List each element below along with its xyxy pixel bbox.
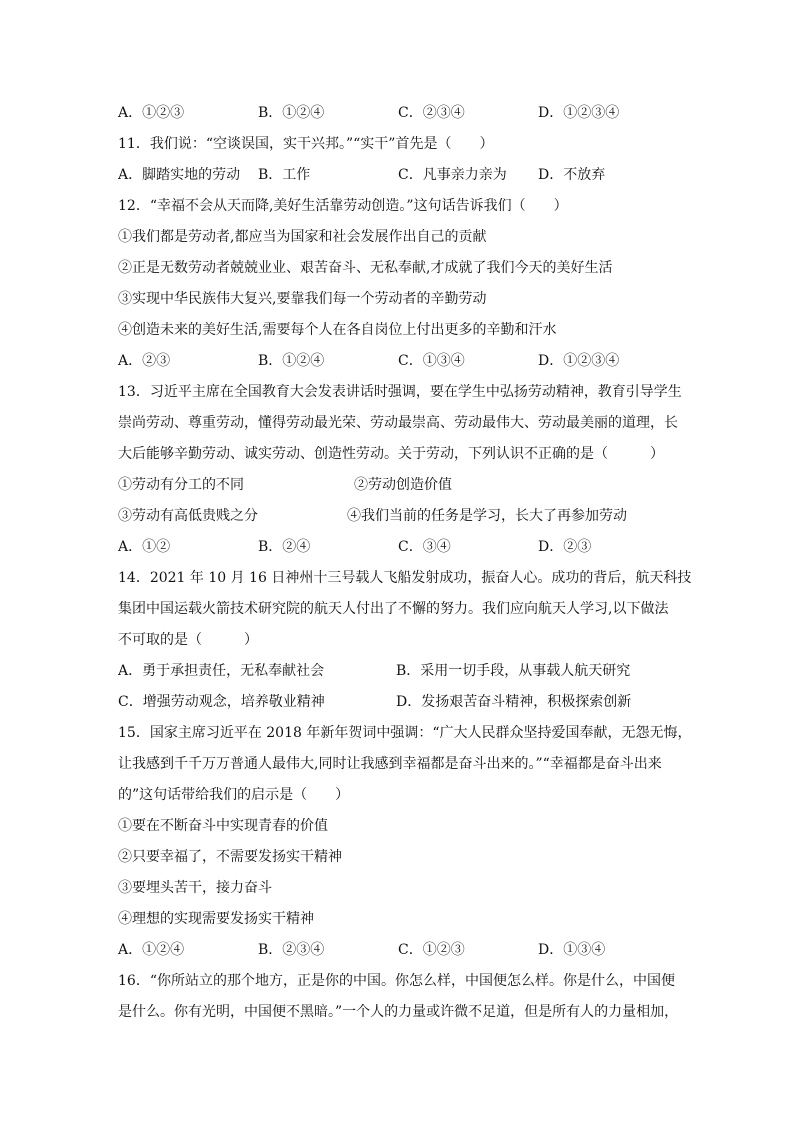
q11-options: [118, 160, 688, 191]
q15-stem-line-2: 让我感到千千万万普通人最伟大,同时让我感到幸福都是奋斗出来的。”“幸福都是奋斗出来: [118, 756, 662, 772]
q15-item-4: ④理想的实现需要发扬实干精神: [118, 911, 314, 927]
q12-stem: 12．“幸福不会从天而降,美好生活靠劳动创造。”这句话告诉我们（ ）: [118, 198, 568, 214]
q15-stem-line-3: 的”这句话带给我们的启示是（ ）: [118, 787, 350, 803]
q14-stem-line-2: 集团中国运载火箭技术研究院的航天人付出了不懈的努力。我们应向航天人学习,以下做法: [118, 601, 669, 617]
q10-option-a[interactable]: A．①②③: [118, 105, 185, 121]
q12-options: [118, 346, 688, 377]
q11-option-a[interactable]: A．脚踏实地的劳动: [118, 167, 241, 183]
q14-option-b[interactable]: B．采用一切手段，从事载人航天研究: [396, 663, 631, 679]
q13-stem-line-1: 13．习近平主席在全国教育大会发表讲话时强调，要在学生中弘扬劳动精神，教育引导学生: [118, 384, 682, 400]
q13-items-row-2: [118, 501, 688, 532]
q10-option-d[interactable]: D．①②③④: [538, 105, 620, 121]
q13-stem-line-2: 崇尚劳动、尊重劳动，懂得劳动最光荣、劳动最崇高、劳动最伟大、劳动最美丽的道理，长: [118, 415, 678, 431]
q13-item-4: ④我们当前的任务是学习，长大了再参加劳动: [347, 508, 627, 524]
q13-item-3: ③劳动有高低贵贱之分: [118, 508, 258, 524]
q14-stem-line-1: 14．2021 年 10 月 16 日神州十三号载人飞船发射成功，振奋人心。成功的背后，航天科技: [118, 570, 692, 586]
q12-item-2: ②正是无数劳动者兢兢业业、艰苦奋斗、无私奉献,才成就了我们今天的美好生活: [118, 260, 613, 276]
q10-options: [118, 98, 688, 129]
q13-option-d[interactable]: D．②③: [538, 539, 592, 555]
q12-item-1: ①我们都是劳动者,都应当为国家和社会发展作出自己的贡献: [118, 229, 487, 245]
q13-item-1: ①劳动有分工的不同: [118, 477, 244, 493]
q16-stem-line-2: 是什么。你有光明，中国便不黑暗。”一个人的力量或许微不足道，但是所有人的力量相加，: [118, 1004, 679, 1020]
q11-option-b[interactable]: B．工作: [258, 167, 311, 183]
q13-items-row-1: [118, 470, 688, 501]
q13-option-c[interactable]: C．③④: [398, 539, 451, 555]
q13-item-2: ②劳动创造价值: [354, 477, 452, 493]
q10-option-c[interactable]: C．②③④: [398, 105, 465, 121]
q15-option-b[interactable]: B．②③④: [258, 942, 325, 958]
q15-item-1: ①要在不断奋斗中实现青春的价值: [118, 818, 328, 834]
q16-stem-line-1: 16．“你所站立的那个地方，正是你的中国。你怎么样，中国便怎么样。你是什么，中国便: [118, 973, 675, 989]
q12-option-d[interactable]: D．①②③④: [538, 353, 620, 369]
exam-page: [118, 98, 692, 1028]
q11-option-d[interactable]: D．不放弃: [538, 167, 606, 183]
q12-option-a[interactable]: A．②③: [118, 353, 171, 369]
q12-item-3: ③实现中华民族伟大复兴,要靠我们每一个劳动者的辛勤劳动: [118, 291, 487, 307]
q14-option-a[interactable]: A．勇于承担责任，无私奉献社会: [118, 663, 325, 679]
q14-options-row-1: [118, 656, 688, 687]
q15-option-a[interactable]: A．①②④: [118, 942, 185, 958]
q14-option-c[interactable]: C．增强劳动观念，培养敬业精神: [118, 694, 325, 710]
q15-option-c[interactable]: C．①②③: [398, 942, 465, 958]
q13-options: [118, 532, 688, 563]
q15-options: [118, 935, 688, 966]
q11-option-c[interactable]: C．凡事亲力亲为: [398, 167, 507, 183]
q14-stem-line-3: 不可取的是（ ）: [118, 632, 258, 648]
q12-option-b[interactable]: B．①②④: [258, 353, 325, 369]
q15-stem-line-1: 15．国家主席习近平在 2018 年新年贺词中强调：“广大人民群众坚持爱国奉献，无怨无悔，: [118, 725, 692, 741]
q12-option-c[interactable]: C．①③④: [398, 353, 465, 369]
q10-option-b[interactable]: B．①②④: [258, 105, 325, 121]
q12-item-4: ④创造未来的美好生活,需要每个人在各自岗位上付出更多的辛勤和汗水: [118, 322, 557, 338]
q15-option-d[interactable]: D．①③④: [538, 942, 606, 958]
q11-stem: 11．我们说：“空谈误国，实干兴邦。”“实干”首先是（ ）: [118, 136, 494, 152]
q13-option-b[interactable]: B．②④: [258, 539, 311, 555]
q14-option-d[interactable]: D．发扬艰苦奋斗精神，积极探索创新: [396, 694, 632, 710]
q13-option-a[interactable]: A．①②: [118, 539, 171, 555]
q15-item-2: ②只要幸福了，不需要发扬实干精神: [118, 849, 342, 865]
q13-stem-line-3: 大后能够辛勤劳动、诚实劳动、创造性劳动。关于劳动，下列认识不正确的是（ ）: [118, 446, 664, 462]
q15-item-3: ③要埋头苦干，接力奋斗: [118, 880, 272, 896]
q14-options-row-2: [118, 687, 688, 718]
